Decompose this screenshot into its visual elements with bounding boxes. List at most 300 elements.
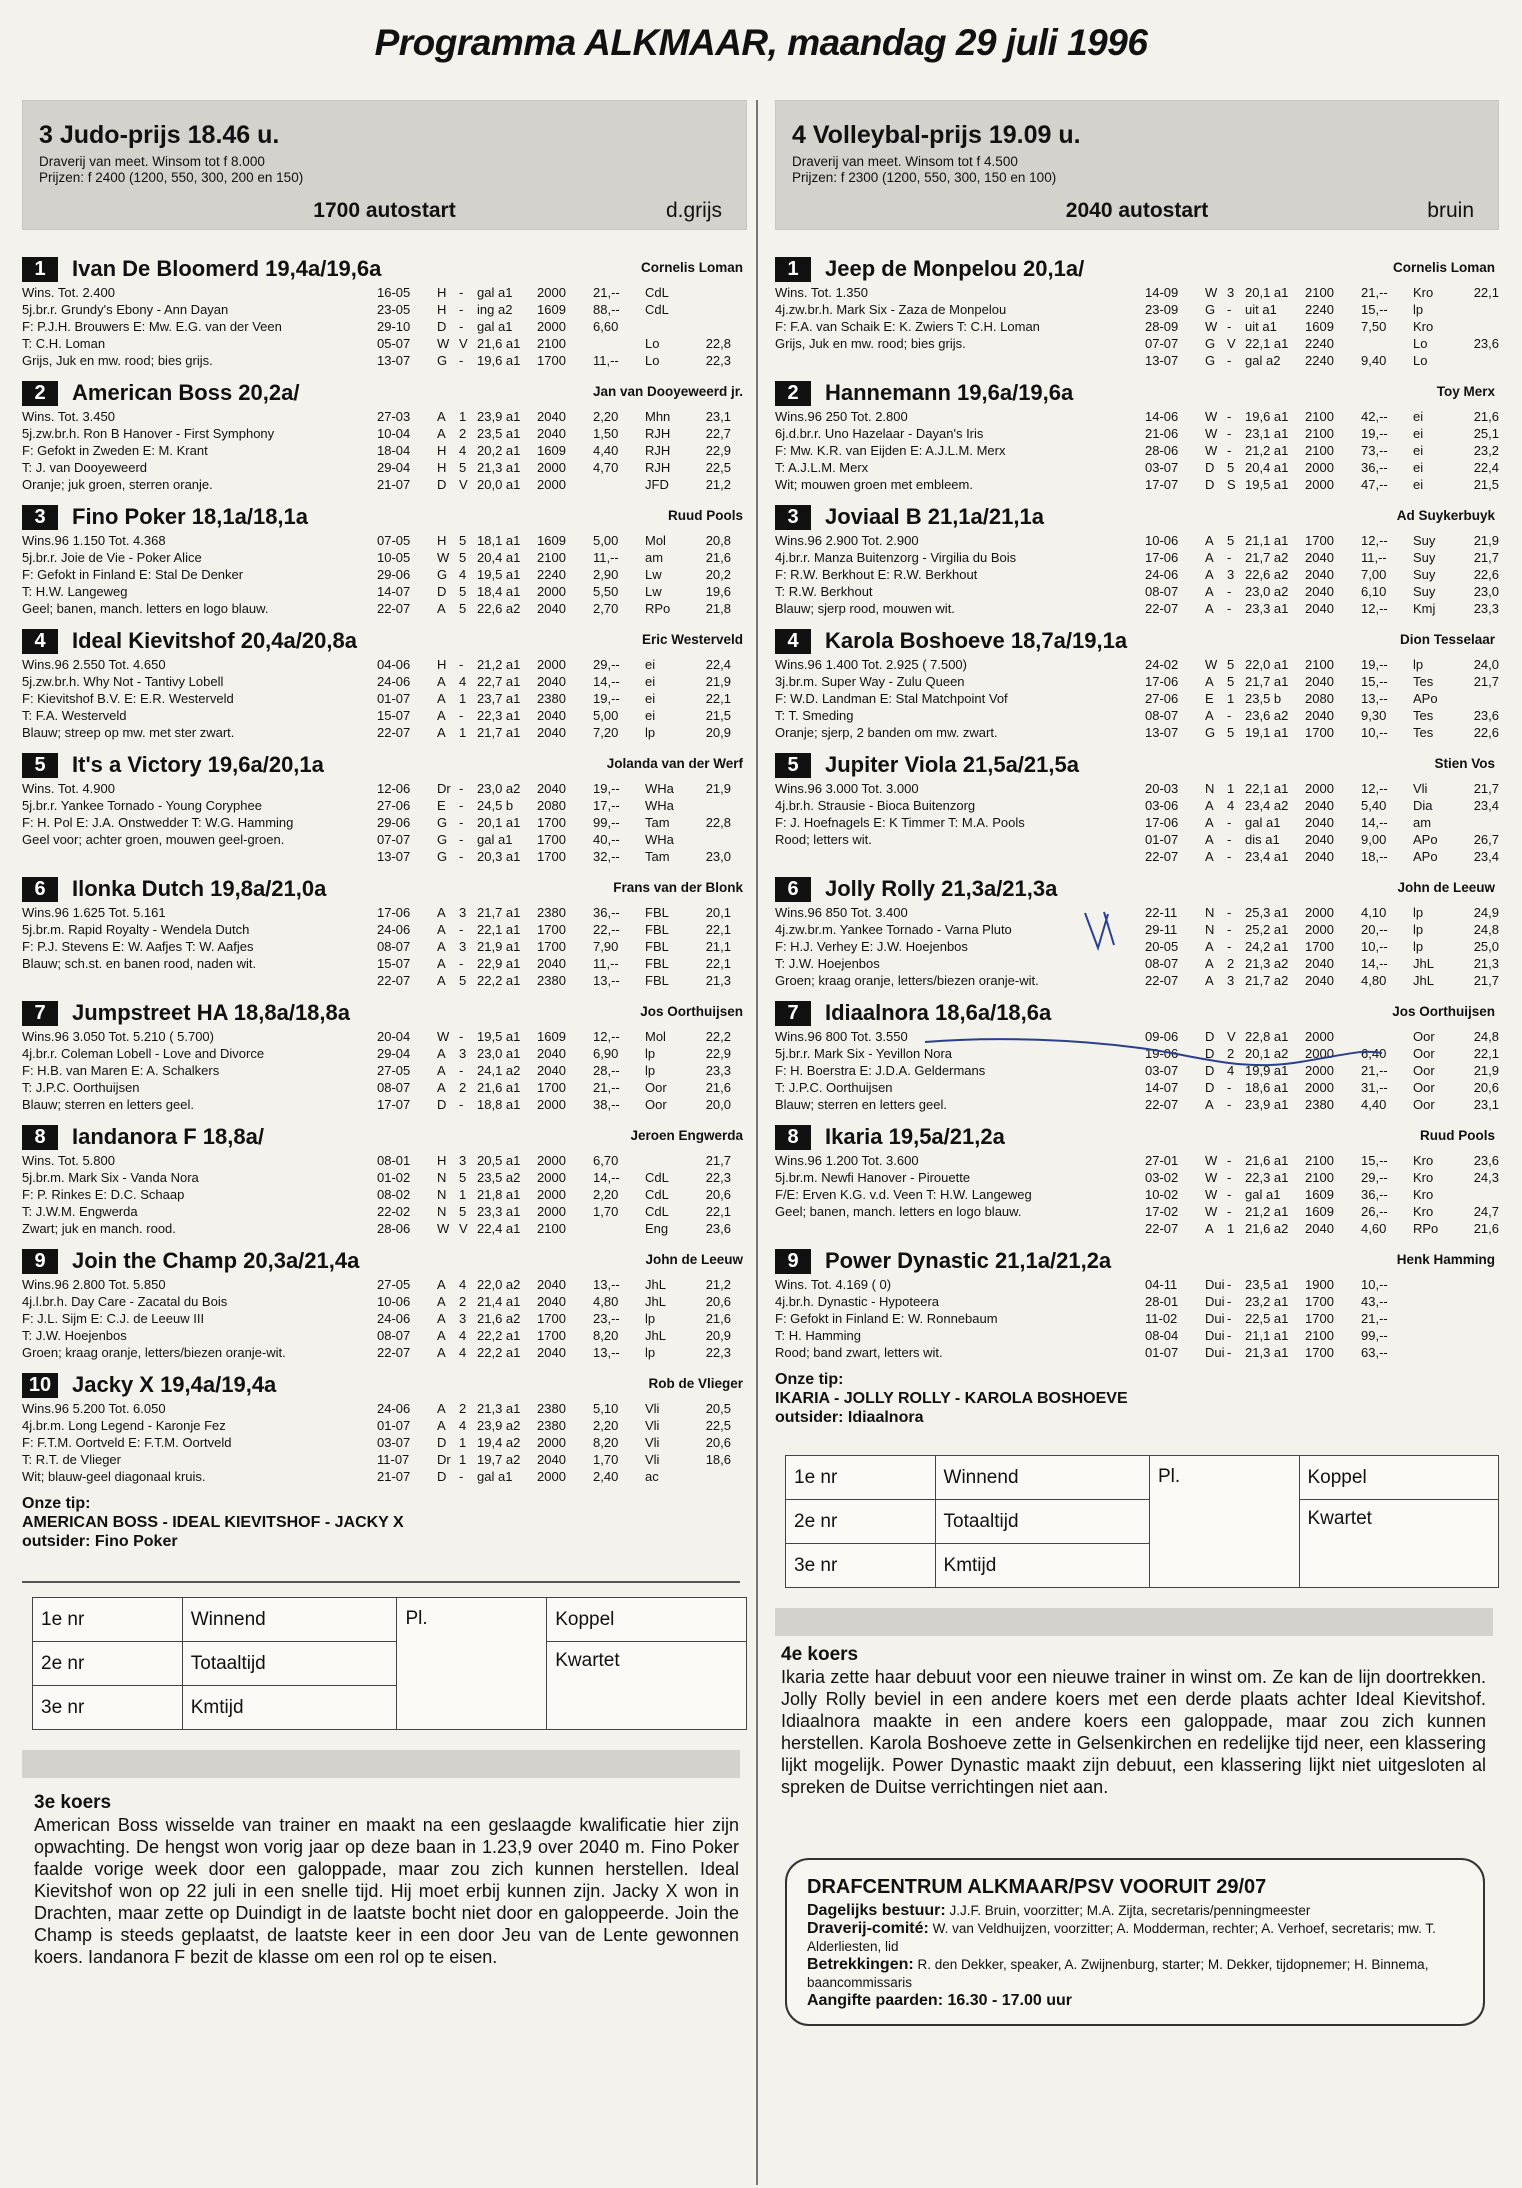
- result-row: [377, 1344, 747, 1361]
- result-row: [377, 972, 747, 989]
- tip-label: Onze tip:: [775, 1371, 844, 1388]
- result-cell: A: [1205, 849, 1214, 864]
- bet-winnend[interactable]: Winnend: [935, 1456, 1149, 1500]
- result-cell: [593, 476, 645, 493]
- horse-header: [22, 626, 747, 656]
- result-cell: 88,--: [593, 302, 620, 317]
- horse-info-line: Wit; blauw-geel diagonaal kruis.: [22, 1469, 206, 1484]
- result-cell: 12-06: [377, 781, 411, 796]
- result-cell: 36,--: [1361, 1187, 1388, 1202]
- result-cell: 1700: [537, 1080, 566, 1095]
- result-cell: 27-03: [377, 409, 411, 424]
- horse-driver: Eric Westerveld: [641, 632, 743, 647]
- result-cell: 2,20: [593, 1418, 619, 1433]
- result-cell: 1700: [1305, 533, 1334, 548]
- horse-name: Idiaalnora 18,6a/18,6a: [825, 1000, 1052, 1025]
- result-cell: ei: [645, 674, 656, 689]
- commentary-title: 3e koers: [34, 1792, 112, 1813]
- result-row: [1145, 673, 1499, 690]
- result-cell: 21,3: [705, 973, 731, 988]
- result-cell: 6,90: [593, 1046, 619, 1061]
- result-cell: Vli: [645, 1401, 660, 1416]
- result-cell: A: [1205, 584, 1214, 599]
- result-cell: 43,--: [1361, 1294, 1388, 1309]
- bet-kwartet[interactable]: Kwartet: [1299, 1500, 1499, 1588]
- bet-koppel[interactable]: Koppel: [547, 1598, 747, 1642]
- horse-entry: [775, 378, 1499, 493]
- result-cell: 2: [1227, 956, 1235, 971]
- horse-driver: Dion Tesselaar: [1399, 632, 1495, 647]
- result-cell: lp: [1413, 302, 1424, 317]
- horse-info-line: T: C.H. Loman: [22, 336, 106, 351]
- result-cell: 14-09: [1145, 285, 1179, 300]
- horse-info-line: Oranje; sjerp, 2 banden om mw. zwart.: [775, 725, 998, 740]
- result-cell: 40,--: [593, 832, 620, 847]
- result-cell: 22,5: [705, 1418, 731, 1433]
- bet-row-label: 2e nr: [33, 1642, 183, 1686]
- comite-text: W. van Veldhuijzen, voorzitter; A. Modderman, rechter; A. Verhoef, secretaris; mw. T. Alderliesten, lid: [807, 1921, 1436, 1954]
- result-cell: 23,3: [1473, 601, 1499, 616]
- horse-results: [377, 284, 747, 369]
- result-cell: [1461, 301, 1499, 318]
- horse-entry: [22, 1122, 747, 1237]
- horse-name: Ivan De Bloomerd 19,4a/19,6a: [72, 256, 382, 281]
- race-conditions: [792, 154, 1498, 186]
- result-cell: 21,2: [705, 1277, 731, 1292]
- result-cell: 15-07: [377, 708, 411, 723]
- result-cell: 28-01: [1145, 1294, 1179, 1309]
- result-cell: 22,1: [705, 1204, 731, 1219]
- horse-name: Ikaria 19,5a/21,2a: [825, 1124, 1005, 1149]
- result-cell: 23,--: [593, 1311, 620, 1326]
- result-cell: 22,1: [705, 922, 731, 937]
- bet-kmtijd[interactable]: Kmtijd: [182, 1686, 397, 1730]
- result-cell: 08-07: [1145, 956, 1179, 971]
- result-cell: 13,--: [593, 973, 620, 988]
- result-cell: 20,8: [705, 533, 731, 548]
- result-cell: JhL: [645, 1328, 666, 1343]
- result-cell: -: [1227, 832, 1232, 847]
- result-cell: ei: [645, 708, 656, 723]
- result-cell: 5: [459, 1170, 467, 1185]
- horse-info-line: Wins. Tot. 4.169 ( 0): [775, 1277, 892, 1292]
- result-cell: FBL: [645, 939, 669, 954]
- horse-info: [22, 1028, 377, 1113]
- horse-driver: Ruud Pools: [1420, 1128, 1495, 1143]
- result-cell: FBL: [645, 905, 669, 920]
- horse-name: Ilonka Dutch 19,8a/21,0a: [72, 876, 327, 901]
- result-cell: 21,9: [705, 781, 731, 796]
- result-cell: Lw: [645, 567, 662, 582]
- result-cell: 23,1: [1473, 1097, 1499, 1112]
- horse-driver: Stien Vos: [1434, 756, 1495, 771]
- result-cell: A: [437, 601, 446, 616]
- horse-info-line: T: J.P.C. Oorthuijsen: [22, 1080, 140, 1095]
- horse-info-line: 5j.br.r. Joie de Vie - Poker Alice: [22, 550, 202, 565]
- result-cell: V: [459, 1221, 468, 1236]
- result-cell: JhL: [645, 1277, 666, 1292]
- result-row: [377, 335, 747, 352]
- result-cell: 2000: [537, 460, 566, 475]
- result-cell: Oor: [645, 1080, 667, 1095]
- result-cell: N: [1205, 781, 1215, 796]
- result-cell: 19,--: [593, 781, 620, 796]
- tip-outsider: outsider: Fino Poker: [22, 1533, 178, 1550]
- result-cell: 19-06: [1145, 1046, 1179, 1061]
- horse-info-line: F: J.L. Sijm E: C.J. de Leeuw III: [22, 1311, 205, 1326]
- horse-info-line: Grijs, Juk en mw. rood; bies grijs.: [22, 353, 213, 368]
- result-cell: RPo: [645, 601, 671, 616]
- bet-pl[interactable]: Pl.: [397, 1598, 547, 1730]
- result-cell: Suy: [1413, 533, 1436, 548]
- bet-row-label: 1e nr: [786, 1456, 936, 1500]
- result-cell: 63,--: [1361, 1345, 1388, 1360]
- result-cell: 24,1 a2: [477, 1063, 521, 1078]
- horse-entry: [22, 750, 747, 865]
- result-cell: 2100: [537, 336, 566, 351]
- result-cell: 1700: [537, 353, 566, 368]
- result-row: [1145, 780, 1499, 797]
- result-cell: 4: [459, 1345, 467, 1360]
- bet-pl[interactable]: Pl.: [1149, 1456, 1299, 1588]
- result-cell: 29,--: [1361, 1170, 1388, 1185]
- drafcentrum-title: DRAFCENTRUM ALKMAAR/PSV VOORUIT 29/07: [807, 1876, 1267, 1898]
- result-cell: 24,0: [1473, 657, 1499, 672]
- result-cell: H: [437, 443, 447, 458]
- result-cell: 08-07: [377, 1328, 411, 1343]
- result-cell: 24-06: [377, 1311, 411, 1326]
- result-cell: 08-02: [377, 1187, 411, 1202]
- result-cell: 26,--: [1361, 1204, 1388, 1219]
- result-cell: 21,8: [705, 601, 731, 616]
- result-cell: A: [1205, 1097, 1214, 1112]
- result-row: [1145, 442, 1499, 459]
- result-cell: 22,2 a1: [477, 973, 521, 988]
- result-cell: 21,1: [705, 939, 731, 954]
- result-cell: D: [437, 1435, 447, 1450]
- horse-results: [377, 780, 747, 865]
- result-cell: Suy: [1413, 567, 1436, 582]
- horse-entry: [775, 1246, 1499, 1361]
- race-header: [775, 100, 1499, 230]
- result-cell: Oor: [1413, 1046, 1435, 1061]
- result-cell: -: [1227, 815, 1232, 830]
- result-cell: W: [437, 336, 450, 351]
- horse-results: [1145, 408, 1499, 493]
- result-cell: 20,0 a1: [477, 477, 521, 492]
- horse-info-line: Wins. Tot. 1.350: [775, 285, 868, 300]
- result-cell: ing a2: [477, 302, 513, 317]
- result-cell: 32,--: [593, 849, 620, 864]
- horse-results: [377, 656, 747, 741]
- result-cell: 29,--: [593, 657, 620, 672]
- result-cell: 2380: [537, 1418, 566, 1433]
- result-row: [1145, 814, 1499, 831]
- horse-info-line: Wins.96 1.200 Tot. 3.600: [775, 1153, 919, 1168]
- horse-header: [775, 1122, 1499, 1152]
- horse-results: [377, 1276, 747, 1361]
- drafcentrum-betrekkingen: [807, 1956, 1463, 1992]
- horse-number: 5: [22, 753, 58, 778]
- result-cell: 20,6: [705, 1187, 731, 1202]
- result-row: [377, 1096, 747, 1113]
- result-cell: [1461, 1310, 1499, 1327]
- result-cell: 2080: [1305, 691, 1334, 706]
- bet-kwartet[interactable]: Kwartet: [547, 1642, 747, 1730]
- result-cell: 2040: [1305, 567, 1334, 582]
- result-cell: 12,--: [1361, 781, 1388, 796]
- horse-info: [22, 532, 377, 617]
- result-cell: 24,9: [1473, 905, 1499, 920]
- race-condition-line: Draverij van meet. Winsom tot f 4.500: [792, 154, 1018, 169]
- horse-info-line: T: H. Hamming: [775, 1328, 861, 1343]
- bet-kmtijd[interactable]: Kmtijd: [935, 1544, 1149, 1588]
- result-cell: S: [1227, 477, 1236, 492]
- result-cell: 2100: [1305, 409, 1334, 424]
- result-cell: 21,1 a1: [1245, 533, 1289, 548]
- result-cell: W: [1205, 285, 1218, 300]
- horse-info-line: Wins.96 3.050 Tot. 5.210 ( 5.700): [22, 1029, 214, 1044]
- result-cell: -: [459, 798, 464, 813]
- horse-info: [22, 1400, 377, 1485]
- result-cell: 20-04: [377, 1029, 411, 1044]
- drafcentrum-aangifte: [807, 1992, 1463, 2010]
- result-cell: 4,40: [1361, 1097, 1387, 1112]
- result-cell: 2000: [1305, 905, 1334, 920]
- result-cell: [1461, 690, 1499, 707]
- result-cell: 19,5 a1: [1245, 477, 1289, 492]
- result-row: [1145, 1186, 1499, 1203]
- horse-info: [775, 532, 1145, 617]
- result-cell: 23,9 a1: [1245, 1097, 1289, 1112]
- result-cell: 17-06: [1145, 815, 1179, 830]
- result-cell: 2: [459, 1401, 467, 1416]
- result-row: [377, 724, 747, 741]
- result-cell: 2380: [537, 905, 566, 920]
- horse-driver: Frans van der Blonk: [613, 880, 743, 895]
- result-row: [377, 814, 747, 831]
- result-cell: -: [459, 832, 464, 847]
- result-row: [1145, 1293, 1499, 1310]
- horse-info-line: F: Gefokt in Zweden E: M. Krant: [22, 443, 208, 458]
- result-cell: 38,--: [593, 1097, 620, 1112]
- result-cell: A: [1205, 708, 1214, 723]
- betrekkingen-label: Betrekkingen:: [807, 1956, 914, 1973]
- result-cell: A: [437, 905, 446, 920]
- result-cell: 2380: [1305, 1097, 1334, 1112]
- result-cell: 1700: [537, 939, 566, 954]
- result-cell: ac: [645, 1469, 659, 1484]
- result-cell: A: [437, 1046, 446, 1061]
- result-cell: 4,40: [593, 443, 619, 458]
- bet-winnend[interactable]: Winnend: [182, 1598, 397, 1642]
- result-cell: 1: [459, 1452, 467, 1467]
- horse-number: 10: [22, 1373, 58, 1398]
- result-cell: 2100: [537, 1221, 566, 1236]
- result-cell: 20,4 a1: [477, 550, 521, 565]
- result-cell: A: [1205, 798, 1214, 813]
- result-cell: 3: [1227, 973, 1235, 988]
- bet-row-label: 3e nr: [33, 1686, 183, 1730]
- result-cell: 28-06: [377, 1221, 411, 1236]
- horse-header: [22, 254, 747, 284]
- result-cell: -: [1227, 1170, 1232, 1185]
- result-cell: JhL: [1413, 973, 1434, 988]
- horse-info-line: T: R.W. Berkhout: [775, 584, 873, 599]
- result-cell: A: [1205, 973, 1214, 988]
- result-cell: 08-07: [377, 939, 411, 954]
- result-cell: 5: [1227, 460, 1235, 475]
- result-cell: A: [437, 956, 446, 971]
- result-cell: 5: [459, 601, 467, 616]
- result-cell: 17-06: [1145, 674, 1179, 689]
- result-cell: 03-07: [377, 1435, 411, 1450]
- result-cell: 2040: [537, 1063, 566, 1078]
- result-cell: FBL: [645, 956, 669, 971]
- horse-name: Karola Boshoeve 18,7a/19,1a: [825, 628, 1128, 653]
- result-cell: A: [437, 1311, 446, 1326]
- result-cell: 13,--: [593, 1277, 620, 1292]
- result-cell: ei: [1413, 477, 1424, 492]
- result-row: [1145, 1045, 1499, 1062]
- aangifte-text: Aangifte paarden: 16.30 - 17.00 uur: [807, 1992, 1072, 2009]
- horse-info-line: F: P.J. Stevens E: W. Aafjes T: W. Aafjes: [22, 939, 254, 954]
- result-cell: 19,6 a1: [1245, 409, 1289, 424]
- result-cell: 2: [459, 426, 467, 441]
- horse-results: [377, 532, 747, 617]
- bet-totaaltijd[interactable]: Totaaltijd: [182, 1642, 397, 1686]
- result-cell: [693, 1468, 731, 1485]
- result-cell: 4: [459, 1277, 467, 1292]
- result-cell: gal a1: [477, 285, 513, 300]
- result-cell: 2380: [537, 973, 566, 988]
- result-row: [377, 673, 747, 690]
- horse-info-line: F: H.B. van Maren E: A. Schalkers: [22, 1063, 220, 1078]
- horse-number: 4: [775, 629, 811, 654]
- result-cell: 2040: [1305, 798, 1334, 813]
- result-row: [1145, 532, 1499, 549]
- result-cell: 21,5: [705, 708, 731, 723]
- result-cell: 2,90: [593, 567, 619, 582]
- result-cell: 2100: [1305, 426, 1334, 441]
- result-cell: 18,6: [705, 1452, 731, 1467]
- horse-results: [1145, 532, 1499, 617]
- result-cell: 2040: [537, 1345, 566, 1360]
- result-cell: 21,6 a2: [477, 1311, 521, 1326]
- result-cell: 18-04: [377, 443, 411, 458]
- result-cell: A: [437, 691, 446, 706]
- result-cell: -: [459, 1469, 464, 1484]
- result-cell: 23,5 a1: [1245, 1277, 1289, 1292]
- horse-body: [22, 1152, 747, 1237]
- horse-info-line: F: Mw. K.R. van Eijden E: A.J.L.M. Merx: [775, 443, 1006, 458]
- tip-outsider: outsider: Idiaalnora: [775, 1409, 924, 1426]
- result-cell: dis a1: [1245, 832, 1280, 847]
- result-row: [1145, 600, 1499, 617]
- result-cell: -: [1227, 905, 1232, 920]
- result-cell: 2000: [537, 1469, 566, 1484]
- result-cell: 25,3 a1: [1245, 905, 1289, 920]
- result-cell: [593, 1220, 645, 1237]
- result-cell: 1700: [1305, 1345, 1334, 1360]
- result-cell: 22,3 a1: [1245, 1170, 1289, 1185]
- result-row: [377, 352, 747, 369]
- horse-info: [22, 1276, 377, 1361]
- horse-info-line: 4j.l.br.h. Day Care - Zacatal du Bois: [22, 1294, 228, 1309]
- result-cell: 21,2 a1: [477, 657, 521, 672]
- race-title: 3 Judo-prijs 18.46 u.: [39, 121, 280, 149]
- result-cell: D: [437, 584, 447, 599]
- commentary-text: Ikaria zette haar debuut voor een nieuwe trainer in winst om. Ze kan de lijn doortrekken. Jolly Rolly beviel in een andere koers met een derde plaats achter Ideal Kievitshof. Idiaalnora maakte in een andere koers een galoppade, maar zou zich kunnen herstellen. Karola Boshoeve zette in Gelsenkirchen en redelijke tijd neer, een klassering lijkt mogelijk. Power Dynastic maakt zijn debuut, een klassering lijkt niet uitgesloten al spreken de Duitse verrichtingen niet aan.: [781, 1667, 1486, 1797]
- result-cell: 11,--: [1361, 550, 1387, 565]
- race-title: 4 Volleybal-prijs 19.09 u.: [792, 121, 1081, 149]
- grey-strip: [775, 1608, 1493, 1636]
- result-row: [1145, 656, 1499, 673]
- result-cell: 07-07: [1145, 336, 1179, 351]
- result-cell: 16-05: [377, 285, 411, 300]
- horse-results: [377, 904, 747, 989]
- horse-info-line: Geel; banen, manch. letters en logo blauw.: [775, 1204, 1022, 1219]
- result-cell: -: [1227, 922, 1232, 937]
- horse-info-line: Wins.96 1.400 Tot. 2.925 ( 7.500): [775, 657, 967, 672]
- horse-entry: [22, 874, 747, 989]
- result-cell: gal a1: [477, 1469, 513, 1484]
- horse-results: [1145, 656, 1499, 741]
- horse-info-line: Blauw; streep op mw. met ster zwart.: [22, 725, 235, 740]
- result-cell: 99,--: [593, 815, 620, 830]
- horse-header: [775, 1246, 1499, 1276]
- result-cell: A: [437, 725, 446, 740]
- result-cell: [645, 1152, 693, 1169]
- result-cell: 19,--: [1361, 426, 1388, 441]
- bet-totaaltijd[interactable]: Totaaltijd: [935, 1500, 1149, 1544]
- bet-koppel[interactable]: Koppel: [1299, 1456, 1499, 1500]
- result-cell: 1: [459, 1187, 467, 1202]
- result-cell: 5,50: [593, 584, 619, 599]
- result-cell: 2380: [537, 691, 566, 706]
- horse-info-line: Wins.96 250 Tot. 2.800: [775, 409, 908, 424]
- result-cell: 21,7 a1: [477, 725, 521, 740]
- result-cell: 2100: [1305, 1153, 1334, 1168]
- result-cell: 23,1 a1: [1245, 426, 1289, 441]
- result-row: [1145, 955, 1499, 972]
- result-cell: 21,9: [1473, 533, 1499, 548]
- result-cell: 2000: [1305, 460, 1334, 475]
- result-cell: 17-07: [1145, 477, 1179, 492]
- result-cell: 22-07: [1145, 973, 1179, 988]
- result-cell: 14-06: [1145, 409, 1179, 424]
- result-cell: Tes: [1413, 674, 1434, 689]
- tip-label: Onze tip:: [22, 1495, 91, 1512]
- result-cell: 21,7: [1473, 550, 1499, 565]
- result-cell: 19,6 a1: [477, 353, 521, 368]
- result-cell: 23,0: [1473, 584, 1499, 599]
- result-cell: 1609: [537, 533, 566, 548]
- result-cell: 2240: [1305, 336, 1334, 351]
- result-cell: Eng: [645, 1221, 669, 1236]
- horse-results: [1145, 904, 1499, 989]
- result-cell: 1700: [537, 849, 566, 864]
- horse-info: [775, 780, 1145, 865]
- commentary-text: American Boss wisselde van trainer en maakt na een geslaagde kwalificatie hier zijn opwachting. De hengst won vorig jaar op deze baan in 1.23,9 over 2040 m. Fino Poker faalde vorige week door een galoppade, maar zou zich kunnen herstellen. Ideal Kievitshof won op 22 juli in een snelle tijd. Hij moet erbij kunnen zijn. Jacky X won in Drachten, maar zette op Duindigt in de laatste bocht niet door en galoppeerde. Join the Champ is steeds geplaatst, de laatste keer in een door Jeu van de Lente gewonnen koers. Iandanora F bezit de klasse om een rol op te eisen.: [34, 1815, 739, 1967]
- result-cell: 12,--: [593, 1029, 620, 1044]
- result-cell: 22-07: [1145, 1221, 1179, 1236]
- horse-entry: [775, 874, 1499, 989]
- result-cell: 22,8: [705, 815, 731, 830]
- result-row: [377, 1451, 747, 1468]
- result-row: [1145, 938, 1499, 955]
- result-row: [1145, 1310, 1499, 1327]
